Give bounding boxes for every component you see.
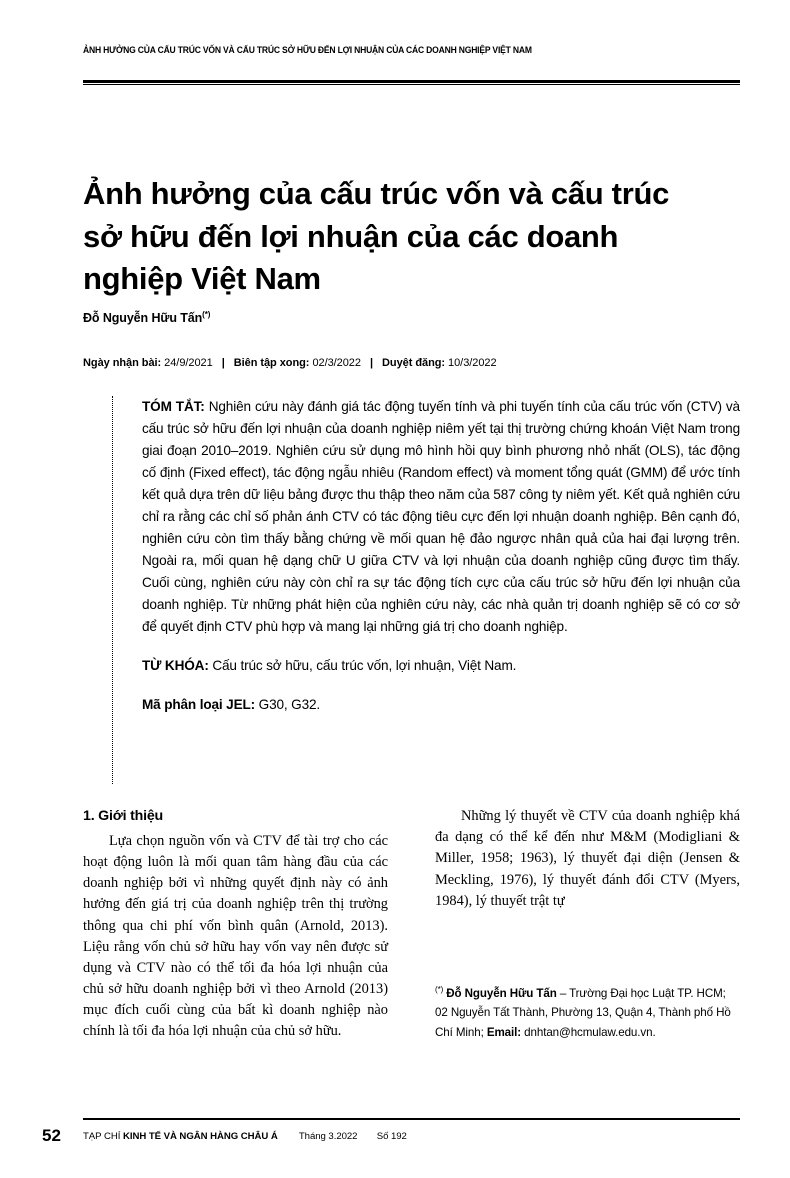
date-separator-1: | xyxy=(221,357,225,369)
footer-journal-name: KINH TẾ VÀ NGÂN HÀNG CHÂU Á xyxy=(122,1131,278,1142)
footnote-author-name: Đỗ Nguyễn Hữu Tấn xyxy=(446,987,557,1000)
footnote-affiliation: Trường Đại học Luật TP. HCM; 02 Nguyễn Tất Thành, Phường 13, Quận 4, Thành phố Hồ Chí Minh; xyxy=(435,987,731,1039)
jel-paragraph xyxy=(142,694,740,716)
body-column-left xyxy=(83,806,388,1043)
author-byline xyxy=(83,311,210,325)
jel-label: Mã phân loại JEL: xyxy=(142,697,256,713)
abstract-text: Nghiên cứu này đánh giá tác động tuyến tính và phi tuyến tính của cấu trúc vốn (CTV) và cấu trúc sở hữu đến lợi nhuận của doanh nghiệp niêm yết tại thị trường chứng khoán Việt Nam trong giai đoạn 2010–2019. Nghiên cứu sử dụng mô hình hồi quy bình phương nhỏ nhất (OLS), tác động cố định (Fixed effect), tác động ngẫu nhiêu (Random effect) và moment tổng quát (GMM) để ước tính kết quả dựa trên dữ liệu bảng được thu thập theo năm của 587 công ty niêm yết. Kết quả nghiên cứu chỉ ra rằng các chỉ số phản ánh CTV có tác động tiêu cực đến lợi nhuận doanh nghiệp. Bên cạnh đó, nghiên cứu còn tìm thấy bằng chứng về mối quan hệ đảo ngược nhân quả của hai đại lượng trên. Ngoài ra, mối quan hệ dạng chữ U giữa CTV và lợi nhuận của doanh nghiệp cũng được tìm thấy. Cuối cùng, nghiên cứu này còn chỉ ra sự tác động tích cực của cấu trúc sở hữu đến lợi nhuận của doanh nghiệp. Từ những phát hiện của nghiên cứu này, các nhà quản trị doanh nghiệp sẽ có cơ sở để quyết định CTV phù hợp và mang lại những giá trị cho doanh nghiệp. xyxy=(142,399,740,635)
jel-text: G30, G32. xyxy=(258,697,321,713)
body-paragraph-left: Lựa chọn nguồn vốn và CTV để tài trợ cho các hoạt động luôn là mối quan tâm hàng đầu của các doanh nghiệp bởi vì những quyết định này có ảnh hưởng đến giá trị của doanh nghiệp trên thị trường thông qua chi phí vốn bình quân (Arnold, 2013). Liệu rằng vốn chủ sở hữu hay vốn vay nên được sử dụng và CTV nào có thể tối đa hóa lợi nhuận của chủ sở hữu doanh nghiệp bởi vì theo Arnold (2013) mục đích cuối cùng của bất kì doanh nghiệp nào chính là tối đa hóa lợi nhuận của chủ sở hữu. xyxy=(83,832,388,1040)
body-paragraph-right: Những lý thuyết về CTV của doanh nghiệp khá đa dạng có thể kể đến như M&M (Modigliani & Miller, 1958; 1963), lý thuyết đại diện (Jensen & Meckling, 1976), lý thuyết đánh đổi CTV (Myers, 1984), lý thuyết trật tự xyxy=(435,808,740,909)
page-number: 52 xyxy=(42,1126,61,1145)
header-rule-secondary xyxy=(83,84,740,85)
footnote-email[interactable]: dnhtan@hcmulaw.edu.vn. xyxy=(524,1025,656,1039)
author-name: Đỗ Nguyễn Hữu Tấn xyxy=(83,311,203,325)
abstract-body xyxy=(142,396,740,716)
page-title: Ảnh hưởng của cấu trúc vốn và cấu trúc sở hữu đến lợi nhuận của các doanh nghiệp Việt Nam xyxy=(83,175,670,297)
abstract-paragraph xyxy=(142,396,740,638)
accepted-label: Duyệt đăng: xyxy=(382,357,446,369)
footnote-email-label: Email: xyxy=(486,1025,522,1039)
received-value: 24/9/2021 xyxy=(164,357,213,369)
footnote-marker: (*) xyxy=(435,985,444,995)
abstract-block xyxy=(112,396,740,716)
accepted-value: 10/3/2022 xyxy=(448,357,497,369)
footer-journal-prefix: TẠP CHÍ xyxy=(83,1131,121,1142)
author-footnote xyxy=(435,984,740,1042)
footnote-dash: – xyxy=(559,987,567,1000)
edited-value: 02/3/2022 xyxy=(312,357,361,369)
keywords-paragraph xyxy=(142,655,740,677)
abstract-label: TÓM TẮT: xyxy=(142,399,205,414)
footer-journal-info xyxy=(83,1131,407,1142)
body-column-right xyxy=(435,806,740,912)
keywords-text: Cấu trúc sở hữu, cấu trúc vốn, lợi nhuận, Việt Nam. xyxy=(212,658,517,674)
date-separator-2: | xyxy=(369,357,373,369)
received-label: Ngày nhận bài: xyxy=(83,357,162,369)
section-heading-introduction: 1. Giới thiệu xyxy=(83,808,164,824)
author-footnote-marker: (*) xyxy=(202,309,211,319)
keywords-label: TỪ KHÓA: xyxy=(142,658,209,674)
header-rule xyxy=(83,80,740,83)
publication-dates xyxy=(83,357,497,369)
footer-issue-month: Tháng 3.2022 xyxy=(298,1131,358,1142)
running-head: ẢNH HƯỞNG CỦA CẤU TRÚC VỐN VÀ CẤU TRÚC SỞ HỮU ĐẾN LỢI NHUẬN CỦA CÁC DOANH NGHIỆP VIỆT NAM xyxy=(83,45,532,55)
edited-label: Biên tập xong: xyxy=(233,357,310,369)
abstract-divider xyxy=(112,396,113,784)
footer-rule xyxy=(83,1118,740,1120)
footer-issue-number: Số 192 xyxy=(376,1131,407,1142)
